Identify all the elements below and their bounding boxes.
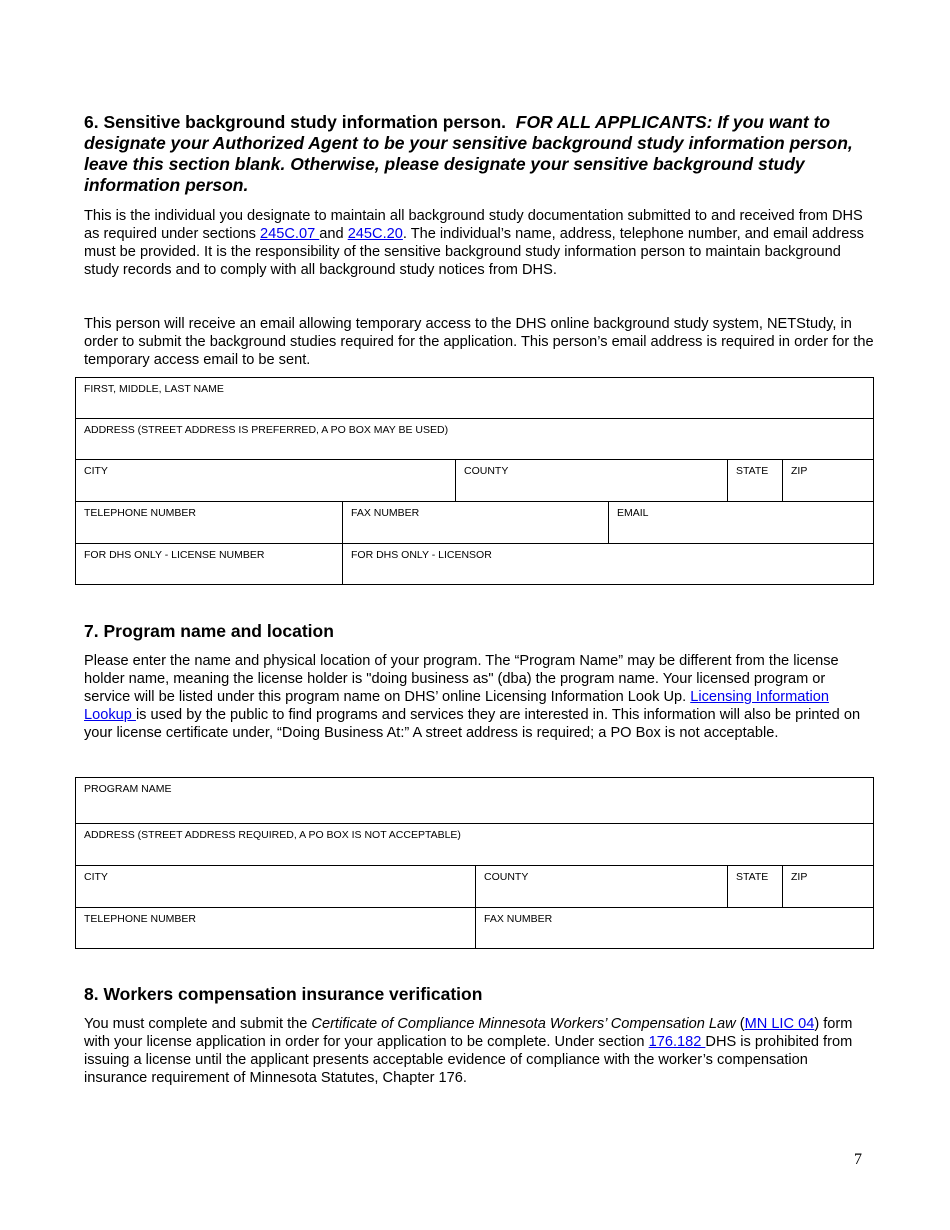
fax-field[interactable] (343, 502, 609, 543)
section-7-heading: 7. Program name and location (84, 621, 334, 641)
city-field[interactable] (76, 460, 456, 501)
link-176-182[interactable]: 176.182 (648, 1034, 706, 1050)
link-245c07[interactable]: 245C.07 (260, 226, 320, 242)
program-city-field[interactable] (76, 866, 476, 907)
program-telephone-field[interactable] (76, 908, 476, 948)
program-zip-field-label: ZIP (791, 871, 808, 883)
program-state-field-label: STATE (736, 871, 769, 883)
email-field-label: EMAIL (617, 507, 649, 519)
section-6-paragraph-1 (84, 207, 874, 279)
text-run: DHS is prohibited from issuing a license until the applicant presents acceptable evidence of compliance with the worker’s compensation insurance requirement of Minnesota Statutes, Chapter 176. (84, 1034, 853, 1086)
program-county-field-label: COUNTY (484, 871, 529, 883)
section-6-title: 6. Sensitive background study information person. (84, 112, 507, 132)
program-name-field[interactable] (76, 778, 873, 823)
license-number-field[interactable] (76, 544, 343, 584)
program-address-field[interactable] (76, 824, 873, 865)
state-field[interactable] (728, 460, 783, 501)
county-field-label: COUNTY (464, 465, 509, 477)
license-number-field-label: FOR DHS ONLY - LICENSE NUMBER (84, 549, 265, 561)
text-run: You must complete and submit the (84, 1016, 312, 1032)
state-field-label: STATE (736, 465, 769, 477)
address-field-label: ADDRESS (STREET ADDRESS IS PREFERRED, A PO BOX MAY BE USED) (84, 424, 449, 436)
program-fax-field-label: FAX NUMBER (484, 913, 553, 925)
telephone-field-label: TELEPHONE NUMBER (84, 507, 197, 519)
link-mn-lic-04[interactable]: MN LIC 04 (744, 1016, 815, 1032)
program-telephone-field-label: TELEPHONE NUMBER (84, 913, 197, 925)
telephone-field[interactable] (76, 502, 343, 543)
link-245c20[interactable]: 245C.20 (347, 226, 403, 242)
program-name-field-label: PROGRAM NAME (84, 783, 172, 795)
section-6-paragraph-2: This person will receive an email allowing temporary access to the DHS online background study system, NETStudy, in order to submit the background studies required for the application. This person’s email address is required in order for the temporary access email to be sent. (84, 316, 874, 368)
text-run: and (319, 226, 348, 242)
name-field[interactable] (76, 378, 873, 418)
fax-field-label: FAX NUMBER (351, 507, 420, 519)
zip-field-label: ZIP (791, 465, 808, 477)
name-field-label: FIRST, MIDDLE, LAST NAME (84, 383, 224, 395)
program-fax-field[interactable] (476, 908, 873, 948)
section-8-paragraph (84, 1015, 874, 1087)
email-field[interactable] (609, 502, 873, 543)
city-field-label: CITY (84, 465, 108, 477)
zip-field[interactable] (783, 460, 873, 501)
program-address-field-label: ADDRESS (STREET ADDRESS REQUIRED, A PO BOX IS NOT ACCEPTABLE) (84, 829, 461, 841)
page-number: 7 (854, 1151, 862, 1168)
program-zip-field[interactable] (783, 866, 873, 907)
program-state-field[interactable] (728, 866, 783, 907)
link-licensing-lookup[interactable]: Licensing Information Lookup (84, 689, 829, 723)
address-field[interactable] (76, 419, 873, 459)
text-run: . The individual’s name, address, telephone number, and email address must be provided. It is the responsibility of the sensitive background study information person to maintain background study records and to comply with all background study notices from DHS. (84, 226, 864, 278)
text-run: Please enter the name and physical location of your program. The “Program Name” may be different from the license holder name, meaning the license holder is "doing business as" (dba) the program name. Your licensed program or service will be listed under this program name on DHS’ online Licensing Information Look Up. (84, 653, 839, 705)
county-field[interactable] (456, 460, 728, 501)
section-7-paragraph (84, 652, 874, 742)
licensor-field[interactable] (343, 544, 873, 584)
text-run: is used by the public to find programs and services they are interested in. This information will also be printed on your license certificate under, “Doing Business At:” A street address is required; a PO Box is not acceptable. (84, 707, 861, 741)
text-run: ) form with your license application in order for your application to be complete. Under section (84, 1016, 853, 1050)
program-county-field[interactable] (476, 866, 728, 907)
section-6-instruction: FOR ALL APPLICANTS: If you want to designate your Authorized Agent to be your sensitive background study information person, leave this section blank. Otherwise, please designate your sensitive background study information person. (84, 112, 853, 195)
licensor-field-label: FOR DHS ONLY - LICENSOR (351, 549, 492, 561)
section-8-heading: 8. Workers compensation insurance verification (84, 984, 483, 1004)
certificate-title: Certificate of Compliance Minnesota Workers’ Compensation Law (311, 1016, 736, 1032)
text-run: This is the individual you designate to maintain all background study documentation submitted to and received from DHS as required under sections (84, 208, 863, 242)
text-run: ( (735, 1016, 745, 1032)
program-location-form (75, 777, 874, 949)
section-6-heading (84, 112, 874, 196)
sensitive-info-person-form (75, 377, 874, 585)
program-city-field-label: CITY (84, 871, 108, 883)
